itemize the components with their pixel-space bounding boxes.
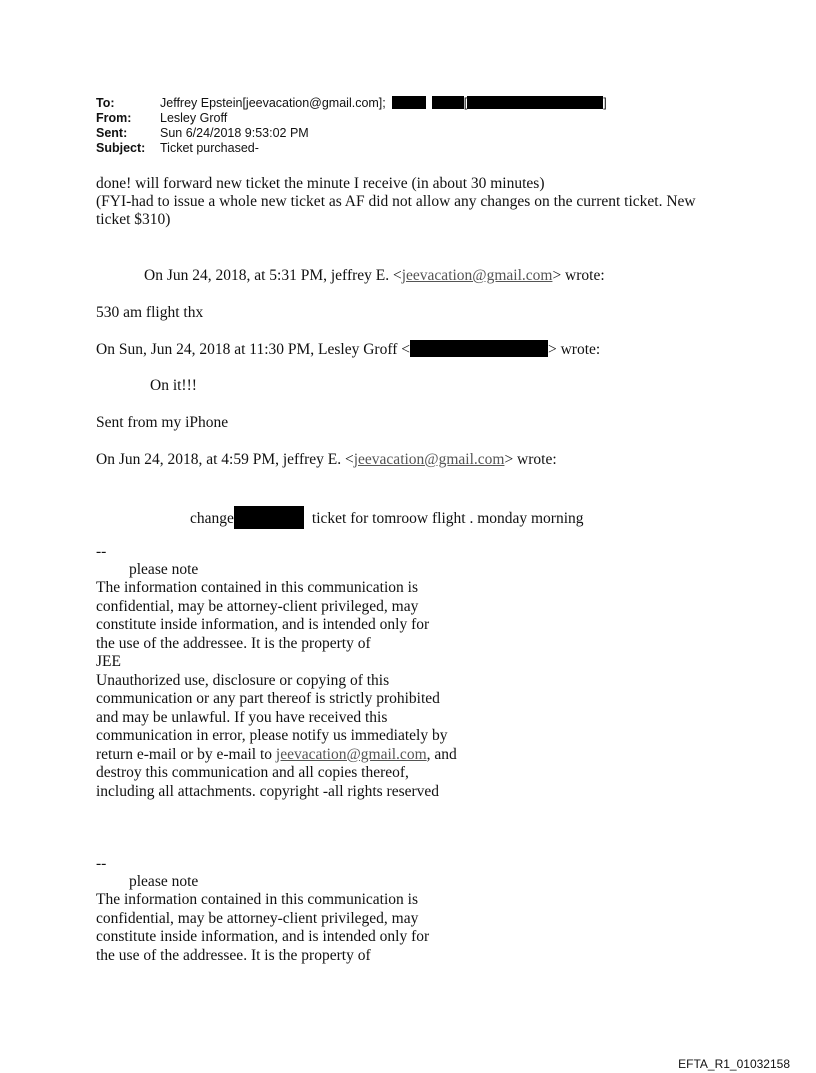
- quote-header-2: [96, 340, 600, 360]
- change-word: change: [190, 510, 234, 527]
- sent-value: Sun 6/24/2018 9:53:02 PM: [160, 126, 309, 140]
- quote-header-1-suffix: > wrote:: [552, 267, 605, 284]
- to-row: [96, 96, 607, 111]
- quote-header-1-prefix: On Jun 24, 2018, at 5:31 PM, jeffrey E. <: [144, 267, 402, 284]
- disclaimer-line: constitute inside information, and is intended only for: [96, 616, 430, 633]
- from-row: [96, 111, 607, 126]
- email-header: [96, 96, 607, 156]
- on-it-line: On it!!!: [150, 377, 197, 394]
- disclaimer-line: and may be unlawful. If you have received this: [96, 708, 388, 726]
- to-label: To:: [96, 96, 115, 110]
- disclaimer-line: communication or any part thereof is strictly prohibited: [96, 690, 440, 707]
- sent-row: [96, 126, 607, 141]
- quote-header-1: [144, 267, 605, 286]
- body-line-1: done! will forward new ticket the minute I receive (in about 30 minutes): [96, 175, 545, 192]
- disclaimer-line: constitute inside information, and is intended only for: [96, 928, 430, 945]
- disclaimer-line: the use of the addressee. It is the property of: [96, 634, 371, 652]
- quote-header-2-prefix: On Sun, Jun 24, 2018 at 11:30 PM, Lesley Groff <: [96, 341, 410, 358]
- disclaimer-return-line: [96, 746, 457, 765]
- quote-header-3: [96, 451, 557, 470]
- email-link[interactable]: jeevacation@gmail.com: [353, 451, 505, 468]
- subject-label: Subject:: [96, 141, 146, 155]
- quote-header-3-suffix: > wrote:: [504, 451, 557, 468]
- disclaimer-line: The information contained in this communication is: [96, 579, 418, 596]
- disclaimer-line: communication in error, please notify us immediately by: [96, 727, 448, 744]
- body-line-2: (FYI-had to issue a whole new ticket as AF did not allow any changes on the current ticket. New: [96, 193, 696, 210]
- return-prefix: return e-mail or by e-mail to: [96, 745, 276, 763]
- return-suffix: , and: [426, 745, 457, 763]
- subject-value: Ticket purchased-: [160, 141, 259, 155]
- sent-label: Sent:: [96, 126, 128, 140]
- change-rest: ticket for tomroow flight . monday morning: [311, 510, 584, 527]
- disclaimer-line: destroy this communication and all copies thereof,: [96, 764, 409, 781]
- please-note: please note: [129, 561, 199, 578]
- please-note: please note: [129, 873, 199, 890]
- sent-from-line: Sent from my iPhone: [96, 414, 229, 431]
- quote-header-3-prefix: On Jun 24, 2018, at 4:59 PM, jeffrey E. <: [96, 451, 354, 468]
- disclaimer-line: Unauthorized use, disclosure or copying of this: [96, 671, 390, 689]
- disclaimer-block: [96, 891, 429, 965]
- disclaimer-line: The information contained in this communication is: [96, 891, 418, 908]
- from-value: Lesley Groff: [160, 111, 228, 125]
- disclaimer-line: confidential, may be attorney-client privileged, may: [96, 597, 419, 615]
- document-id: EFTA_R1_01032158: [678, 1057, 790, 1071]
- disclaimer-line: confidential, may be attorney-client privileged, may: [96, 909, 419, 927]
- body-line-3: ticket $310): [96, 211, 171, 228]
- to-bracket-open: [: [463, 96, 468, 110]
- flight-line: 530 am flight thx: [96, 304, 204, 321]
- redaction-box: [432, 96, 464, 109]
- redaction-box: [392, 96, 426, 109]
- disclaimer-block: [96, 579, 457, 801]
- disclaimer-line: including all attachments. copyright -all rights reserved: [96, 782, 440, 800]
- email-link[interactable]: jeevacation@gmail.com: [401, 267, 553, 284]
- redaction-box: [467, 96, 603, 109]
- signature-dashes: --: [96, 543, 107, 560]
- subject-row: [96, 141, 607, 156]
- quote-header-2-suffix: > wrote:: [548, 341, 601, 358]
- to-bracket-close: ]: [603, 96, 607, 110]
- disclaimer-line: the use of the addressee. It is the property of: [96, 946, 371, 964]
- redaction-box: [410, 340, 548, 357]
- redaction-box: [234, 506, 304, 529]
- disclaimer-line: JEE: [96, 653, 121, 670]
- change-ticket-line: [190, 506, 584, 529]
- signature-dashes: --: [96, 855, 107, 872]
- from-label: From:: [96, 111, 132, 125]
- email-link[interactable]: jeevacation@gmail.com: [275, 745, 427, 763]
- to-value: Jeffrey Epstein[jeevacation@gmail.com];: [160, 96, 386, 110]
